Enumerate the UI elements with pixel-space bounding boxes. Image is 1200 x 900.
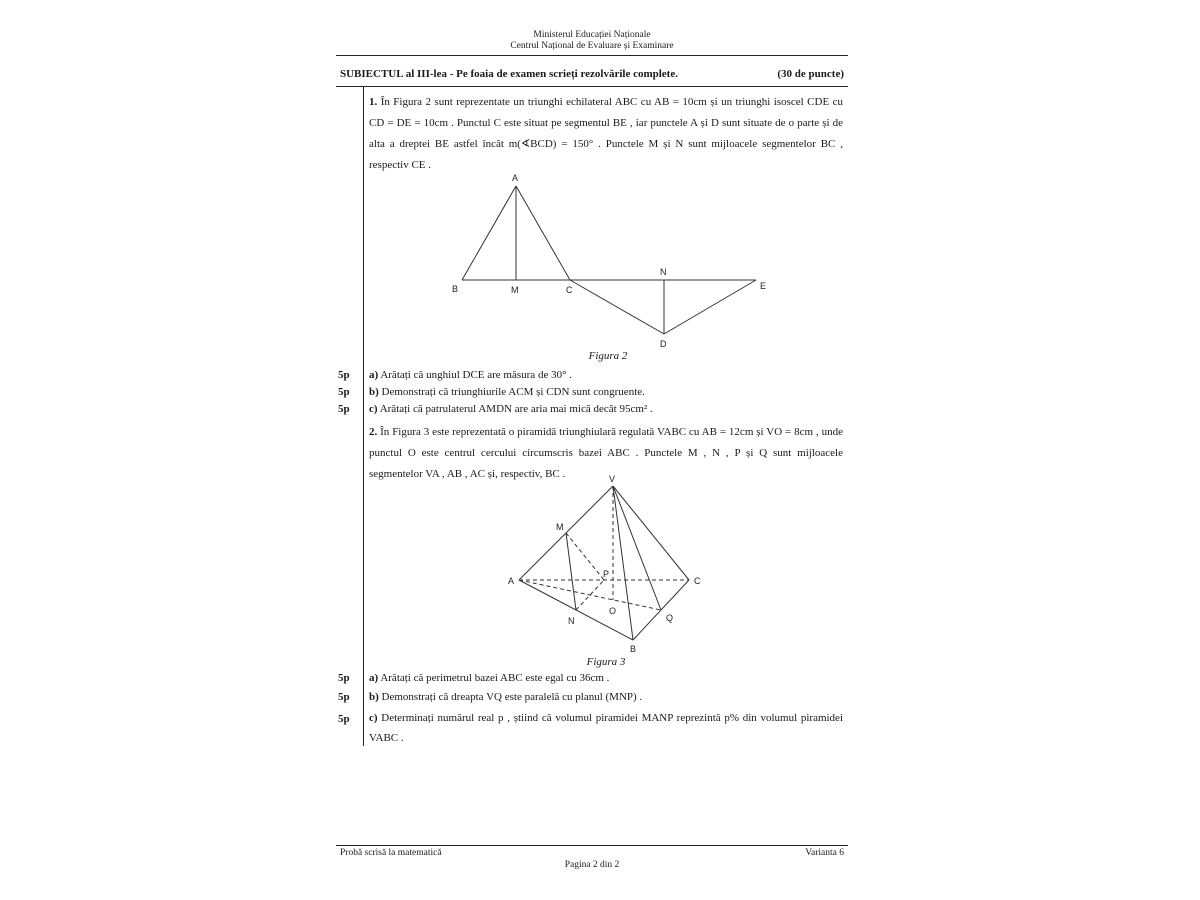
subject-title: SUBIECTUL al III-lea - Pe foaia de examen scrieți rezolvările complete. <box>340 68 678 80</box>
item-2b-points: 5p <box>338 691 350 703</box>
label-b: B <box>452 284 459 294</box>
label-n2: N <box>568 616 575 626</box>
label-o: O <box>609 606 617 616</box>
label-c: C <box>566 285 573 295</box>
item-2a-points: 5p <box>338 672 350 684</box>
item-1a: a) Arătați că unghiul DCE are măsura de 30° . <box>369 369 572 381</box>
edge-vb <box>613 486 633 640</box>
item-1b-points: 5p <box>338 386 350 398</box>
item-2a: a) Arătați că perimetrul bazei ABC este egal cu 36cm . <box>369 672 610 684</box>
footer-page-number: Pagina 2 din 2 <box>564 860 620 870</box>
subject-points: (30 de puncte) <box>777 68 844 80</box>
segment-aq-hidden <box>519 580 661 610</box>
problem-1-number: 1. <box>369 96 378 108</box>
edge-vc <box>613 486 689 580</box>
label-m2: M <box>556 522 564 532</box>
label-b2: B <box>630 644 637 654</box>
segment-cd <box>570 280 664 334</box>
label-p: P <box>603 569 610 579</box>
footer-rule <box>336 845 848 846</box>
header-rule <box>336 55 848 56</box>
item-1c-points: 5p <box>338 403 350 415</box>
segment-ac <box>516 186 570 280</box>
header-ministry: Ministerul Educației Naționale <box>533 30 651 40</box>
label-q: Q <box>666 613 674 623</box>
figure-3-caption: Figura 3 <box>586 656 626 668</box>
item-1b: b) Demonstrați că triunghiurile ACM și CDN sunt congruente. <box>369 386 645 398</box>
item-2c: c) Determinați numărul real p , știind că volumul piramidei MANP reprezintă p% din volumul piramidei VABC . <box>369 712 843 744</box>
segment-ab <box>462 186 516 280</box>
label-e: E <box>760 281 767 291</box>
header-center: Centrul Național de Evaluare și Examinare <box>510 41 674 51</box>
footer-variant: Varianta 6 <box>805 848 844 858</box>
label-c2: C <box>694 576 701 586</box>
segment-mp-hidden <box>566 533 604 580</box>
item-2b: b) Demonstrați că dreapta VQ este paralelă cu planul (MNP) . <box>369 691 643 703</box>
label-m: M <box>511 285 519 295</box>
problem-1-statement <box>369 92 843 176</box>
item-2c-points: 5p <box>338 713 350 725</box>
footer-exam-name: Probă scrisă la matematică <box>340 848 442 858</box>
problem-2-number: 2. <box>369 426 378 438</box>
figure-2-diagram <box>448 170 778 350</box>
exam-page <box>336 28 848 874</box>
label-a2: A <box>508 576 515 586</box>
figure-3-diagram <box>502 474 712 654</box>
label-v: V <box>609 474 616 484</box>
label-d: D <box>660 339 667 349</box>
points-column-divider <box>363 87 364 746</box>
label-a: A <box>512 173 519 183</box>
item-1a-points: 5p <box>338 369 350 381</box>
segment-de <box>664 280 756 334</box>
problem-1-text: În Figura 2 sunt reprezentate un triunghi echilateral ABC cu AB = 10cm și un triunghi isoscel CDE cu CD = DE = 10cm . Punctul C este situat pe segmentul BE , iar punctele A și D sunt situate de o parte și de alta a dreptei BE astfel încât m(∢BCD) = 150° . Punctele M și N sunt mijloacele segmentelor BC , respectiv CE . <box>369 96 844 171</box>
item-1c: c) Arătați că patrulaterul AMDN are aria mai mică decât 95cm² . <box>369 403 653 415</box>
subject-rule <box>336 86 848 87</box>
segment-mn <box>566 533 576 610</box>
problem-2-text: În Figura 3 este reprezentată o piramidă triunghiulară regulată VABC cu AB = 12cm și VO = 8cm , unde punctul O este centrul cercului circumscris bazei ABC . Punctele M , N , P și Q sunt mijloacele segmentelor VA , AB , AC și, respectiv, BC . <box>369 426 843 480</box>
segment-vq <box>613 486 661 610</box>
figure-2-caption: Figura 2 <box>588 350 628 362</box>
label-n: N <box>660 267 667 277</box>
